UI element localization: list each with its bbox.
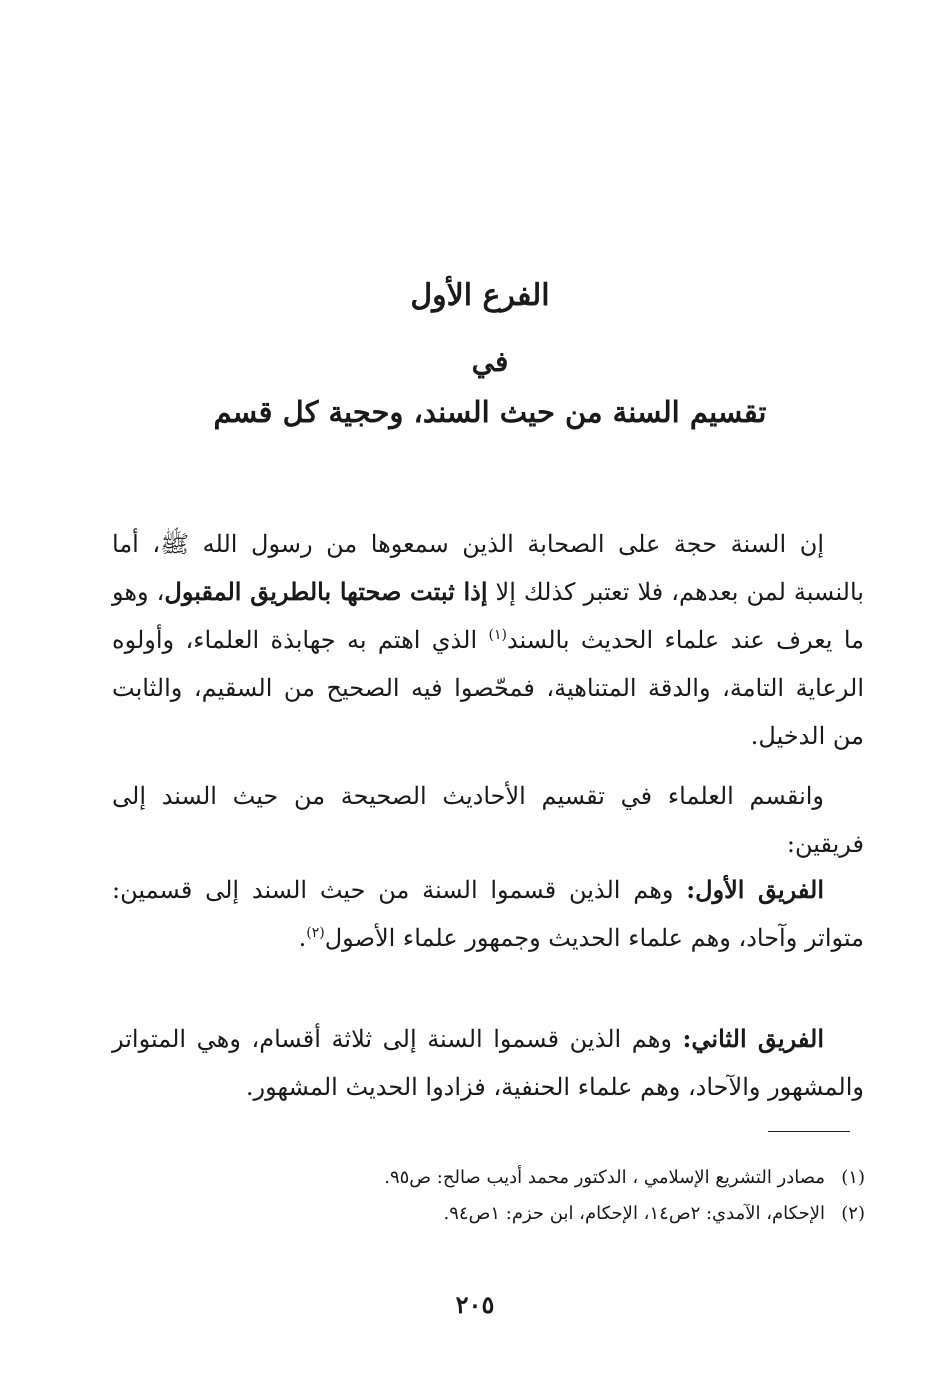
paragraph-text: وهم الذين قسموا السنة إلى ثلاثة أقسام، وهي المتواتر والمشهور والآحاد، وهم علماء الحنفية، فزادوا الحديث المشهور.: [112, 1025, 864, 1101]
group-label: الفريق الأول:: [686, 875, 825, 904]
footnote-marker-2[interactable]: (٢): [306, 925, 325, 941]
paragraph-sunnah-authority: [112, 520, 864, 760]
page-number: ٢٠٥: [455, 1290, 495, 1319]
paragraph-scholars-division: [112, 772, 864, 868]
paragraph-text: .: [298, 924, 307, 952]
footnote-text: الإحكام، الآمدي: ٢ص١٤، الإحكام، ابن حزم: ١ص٩٤.: [443, 1203, 825, 1224]
section-title: الفرع الأول: [410, 278, 550, 313]
paragraph-text: وهم الذين قسموا السنة من حيث السند إلى قسمين: متواتر وآحاد، وهم علماء الحديث وجمهور علماء الأصول: [112, 876, 864, 952]
footnote-item: [200, 1196, 865, 1232]
paragraph-text: وانقسم العلماء في تقسيم الأحاديث الصحيحة من حيث السند إلى فريقين:: [112, 782, 864, 858]
footnote-marker-1[interactable]: (١): [488, 627, 507, 643]
group-label: الفريق الثاني:: [682, 1024, 824, 1053]
footnote-number: (٢): [841, 1203, 865, 1224]
footnotes: [200, 1160, 865, 1232]
footnote-divider: [768, 1131, 850, 1132]
paragraph-second-group: [112, 1015, 864, 1111]
footnote-number: (١): [841, 1167, 865, 1188]
paragraph-first-group: [112, 866, 864, 962]
section-subtitle: تقسيم السنة من حيث السند، وحجية كل قسم: [213, 395, 767, 429]
paragraph-text: الذي اهتم به جهابذة العلماء، وأولوه الرعاية التامة، والدقة المتناهية، فمحّصوا فيه الصحيح من السقيم، والثابت من الدخيل.: [112, 626, 864, 750]
paragraph-text: ، وهو ما يعرف عند علماء الحديث بالسند: [112, 578, 864, 654]
paragraph-text: إن السنة حجة على الصحابة الذين سمعوها من رسول الله ﷺ، أما بالنسبة لمن بعدهم، فلا تعتبر كذلك إلا: [112, 530, 864, 606]
bold-phrase: إذا ثبتت صحتها بالطريق المقبول: [164, 577, 488, 606]
footnote-item: [200, 1160, 865, 1196]
footnote-text: مصادر التشريع الإسلامي ، الدكتور محمد أديب صالح: ص٩٥.: [384, 1167, 825, 1188]
section-title-connector: في: [471, 345, 509, 378]
